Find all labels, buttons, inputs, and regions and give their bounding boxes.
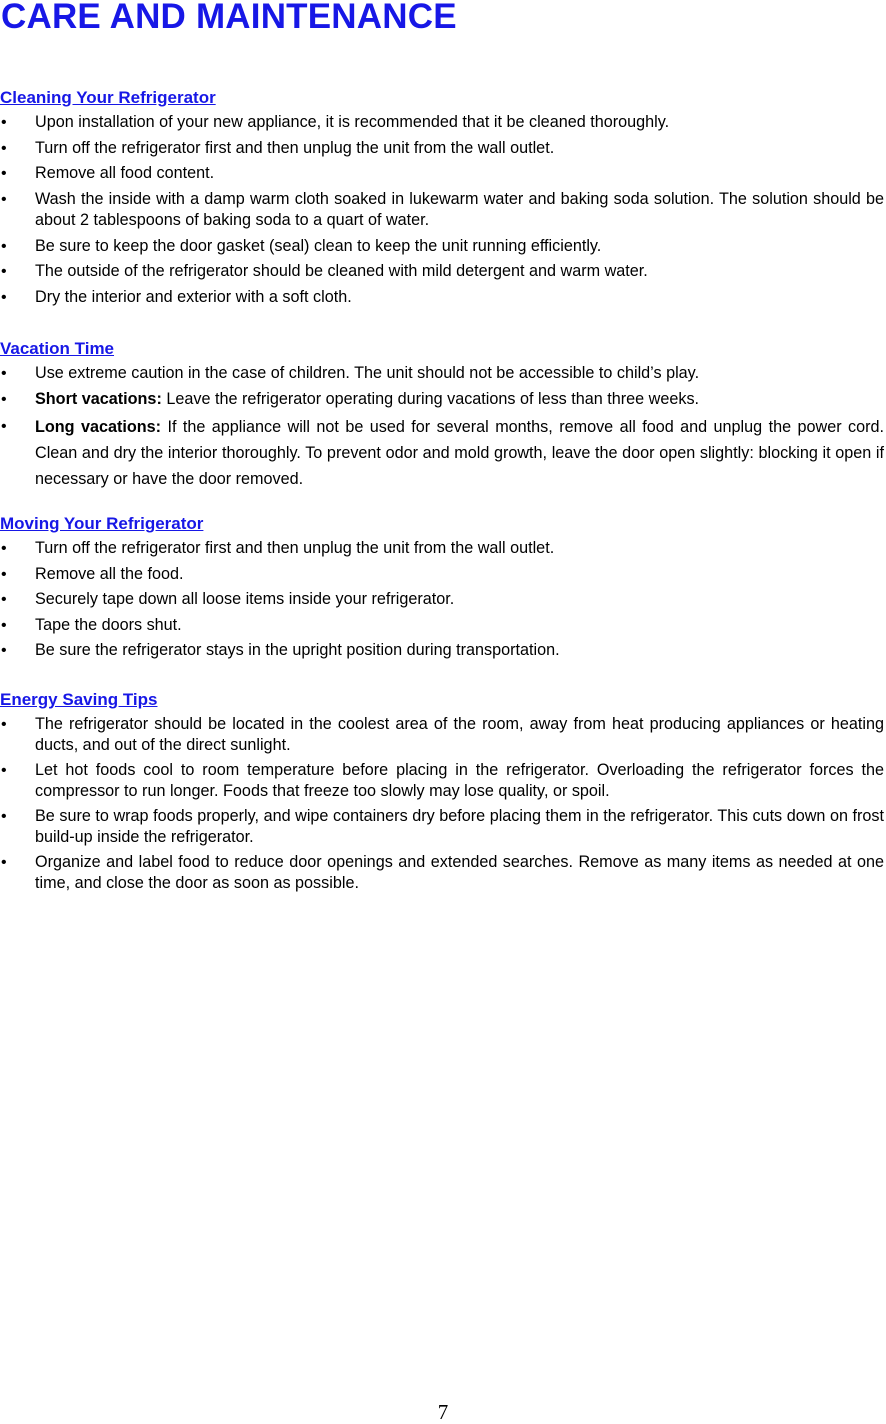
list-item-long-vacations — [0, 414, 884, 492]
list-item: • Remove all the food. — [0, 564, 884, 586]
list-item: • Turn off the refrigerator first and then unplug the unit from the wall outlet. — [0, 538, 884, 560]
list-item: • Tape the doors shut. — [0, 615, 884, 637]
list-item: • Securely tape down all loose items inside your refrigerator. — [0, 589, 884, 611]
list-item: • Be sure to wrap foods properly, and wipe containers dry before placing them in the refrigerator. This cuts down on frost build-up inside the refrigerator. — [0, 806, 884, 848]
section-moving — [0, 514, 884, 662]
long-vacations-label: Long vacations: — [35, 418, 162, 436]
page-number: 7 — [437, 1400, 449, 1424]
moving-list — [0, 538, 884, 662]
list-item: • Remove all food content. — [0, 163, 884, 185]
list-item: • Be sure the refrigerator stays in the upright position during transportation. — [0, 640, 884, 662]
section-cleaning — [0, 88, 884, 308]
list-item: • The outside of the refrigerator should be cleaned with mild detergent and warm water. — [0, 261, 884, 283]
section-heading-cleaning: Cleaning Your Refrigerator — [0, 88, 216, 107]
list-item: • Let hot foods cool to room temperature before placing in the refrigerator. Overloading the refrigerator forces the compressor to run longer. Foods that freeze too slowly may lose quality, or spoil. — [0, 760, 884, 802]
vacation-list — [0, 363, 884, 492]
long-vacations-text: If the appliance will not be used for several months, remove all food and unplug the power cord. Clean and dry the interior thoroughly. To prevent odor and mold growth, leave the door open slightly: blocking it open if necessary or have the door removed. — [35, 418, 884, 488]
short-vacations-text: Leave the refrigerator operating during vacations of less than three weeks. — [161, 389, 700, 408]
section-heading-vacation: Vacation Time — [0, 339, 115, 358]
list-item: • Upon installation of your new appliance, it is recommended that it be cleaned thoroughly. — [0, 112, 884, 134]
short-vacations-label: Short vacations: — [35, 389, 162, 408]
list-item-short-vacations — [0, 389, 884, 411]
list-item: • Be sure to keep the door gasket (seal) clean to keep the unit running efficiently. — [0, 236, 884, 258]
list-item: • Turn off the refrigerator first and then unplug the unit from the wall outlet. — [0, 138, 884, 160]
section-energy — [0, 690, 884, 894]
list-item: • Organize and label food to reduce door openings and extended searches. Remove as many items as needed at one time, and close the door as soon as possible. — [0, 852, 884, 894]
page-title: CARE AND MAINTENANCE — [1, 0, 457, 36]
list-item: • Dry the interior and exterior with a soft cloth. — [0, 287, 884, 309]
section-heading-energy: Energy Saving Tips — [0, 690, 158, 709]
cleaning-list — [0, 112, 884, 308]
section-vacation — [0, 339, 884, 492]
energy-list — [0, 714, 884, 894]
section-heading-moving: Moving Your Refrigerator — [0, 514, 204, 533]
list-item: • Use extreme caution in the case of children. The unit should not be accessible to child’s play. — [0, 363, 884, 385]
list-item: • Wash the inside with a damp warm cloth soaked in lukewarm water and baking soda solution. The solution should be about 2 tablespoons of baking soda to a quart of water. — [0, 189, 884, 232]
list-item: • The refrigerator should be located in the coolest area of the room, away from heat producing appliances or heating ducts, and out of the direct sunlight. — [0, 714, 884, 756]
